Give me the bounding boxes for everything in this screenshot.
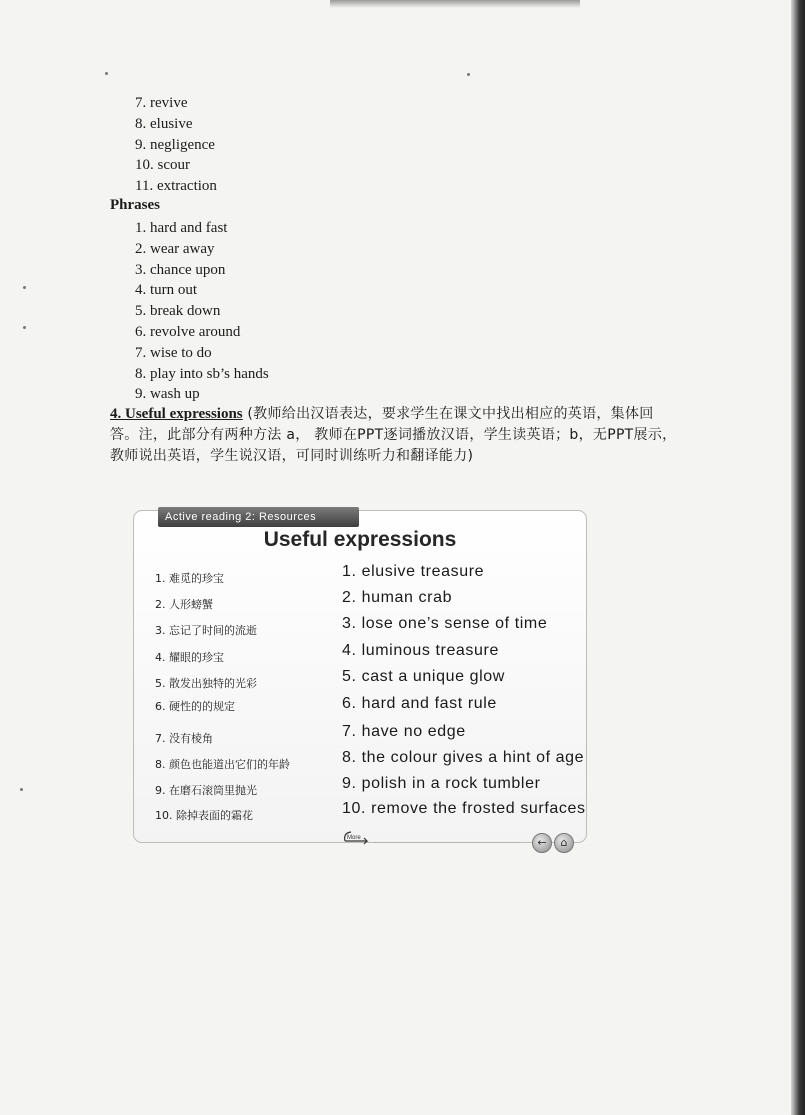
chinese-expression: 8. 颜色也能道出它们的年龄: [155, 758, 290, 771]
chinese-expression: 5. 散发出独特的光彩: [155, 677, 257, 690]
expression-row: [134, 723, 586, 747]
slide-title: Useful expressions: [263, 528, 457, 551]
more-label: More: [347, 835, 361, 841]
chinese-expression: 10. 除掉表面的霜花: [155, 809, 253, 822]
chinese-expression: 7. 没有棱角: [155, 732, 213, 745]
english-expression: 4. luminous treasure: [342, 642, 499, 659]
english-expression: 5. cast a unique glow: [342, 668, 505, 685]
scan-speck: [23, 286, 26, 289]
back-arrow-icon: ←: [532, 833, 552, 853]
phrases-list: [135, 218, 269, 405]
chinese-expression: 4. 耀眼的珍宝: [155, 651, 224, 664]
home-icon: ⌂: [554, 833, 574, 853]
scan-right-edge: [791, 0, 805, 1115]
english-expression: 1. elusive treasure: [342, 563, 485, 580]
slide-footer-divider: [374, 842, 522, 843]
chinese-expression: 1. 难觅的珍宝: [155, 572, 224, 585]
expression-row: [134, 695, 586, 719]
vocabulary-item: 7. revive: [135, 95, 188, 111]
phrases-heading: Phrases: [110, 197, 160, 213]
phrase-item: 6. revolve around: [135, 323, 241, 340]
english-expression: 8. the colour gives a hint of age: [342, 749, 585, 766]
expression-row: [134, 775, 586, 799]
slide-image: [133, 510, 587, 849]
expression-row: [134, 642, 586, 666]
english-expression: 2. human crab: [342, 589, 453, 606]
chinese-expression: 9. 在磨石滚筒里抛光: [155, 784, 257, 797]
expression-row: [134, 800, 586, 824]
english-expression: 9. polish in a rock tumbler: [342, 775, 541, 792]
phrase-item: 4. turn out: [135, 282, 198, 299]
english-expression: 6. hard and fast rule: [342, 695, 497, 712]
phrase-item: 8. play into sb’s hands: [135, 365, 269, 382]
useful-expressions-instructions: (教师给出汉语表达，要求学生在课文中找出相应的英语，集体回答。注，此部分有两种方法 a， 教师在PPT逐词播放汉语，学生读英语；b，无PPT展示，教师说出英语，学生说汉语，可同时训练听力和翻译能力): [110, 406, 677, 464]
chinese-expression: 6. 硬性的的规定: [155, 700, 235, 713]
phrase-item: 7. wise to do: [135, 344, 212, 361]
english-expression: 10. remove the frosted surfaces: [342, 800, 586, 817]
expression-row: [134, 589, 586, 613]
vocabulary-item: 8. elusive: [135, 115, 193, 132]
useful-expressions-paragraph: [110, 404, 680, 467]
vocabulary-list: [135, 93, 217, 197]
slide-tab-label: Active reading 2: Resources: [158, 507, 359, 527]
useful-expressions-heading: 4. Useful expressions: [110, 406, 243, 422]
english-expression: 7. have no edge: [342, 723, 466, 740]
phrase-item: 2. wear away: [135, 240, 215, 257]
phrase-item: 5. break down: [135, 303, 221, 320]
scan-top-shadow: [330, 0, 580, 8]
scan-speck: [23, 326, 26, 329]
chinese-expression: 3. 忘记了时间的流逝: [155, 624, 257, 637]
expression-row: [134, 615, 586, 639]
more-arrow-icon: [342, 829, 372, 845]
vocabulary-item: 10. scour: [135, 157, 190, 174]
phrase-item: 1. hard and fast: [135, 220, 228, 236]
vocabulary-item: 9. negligence: [135, 136, 215, 153]
phrase-item: 3. chance upon: [135, 261, 226, 278]
expression-row: [134, 668, 586, 692]
scan-speck: [105, 72, 108, 75]
expression-row: [134, 749, 586, 773]
expression-row: [134, 563, 586, 587]
scan-speck: [467, 73, 470, 76]
chinese-expression: 2. 人形螃蟹: [155, 598, 213, 611]
phrase-item: 9. wash up: [135, 386, 200, 403]
english-expression: 3. lose one’s sense of time: [342, 615, 548, 632]
vocabulary-item: 11. extraction: [135, 178, 217, 195]
scan-speck: [20, 788, 23, 791]
